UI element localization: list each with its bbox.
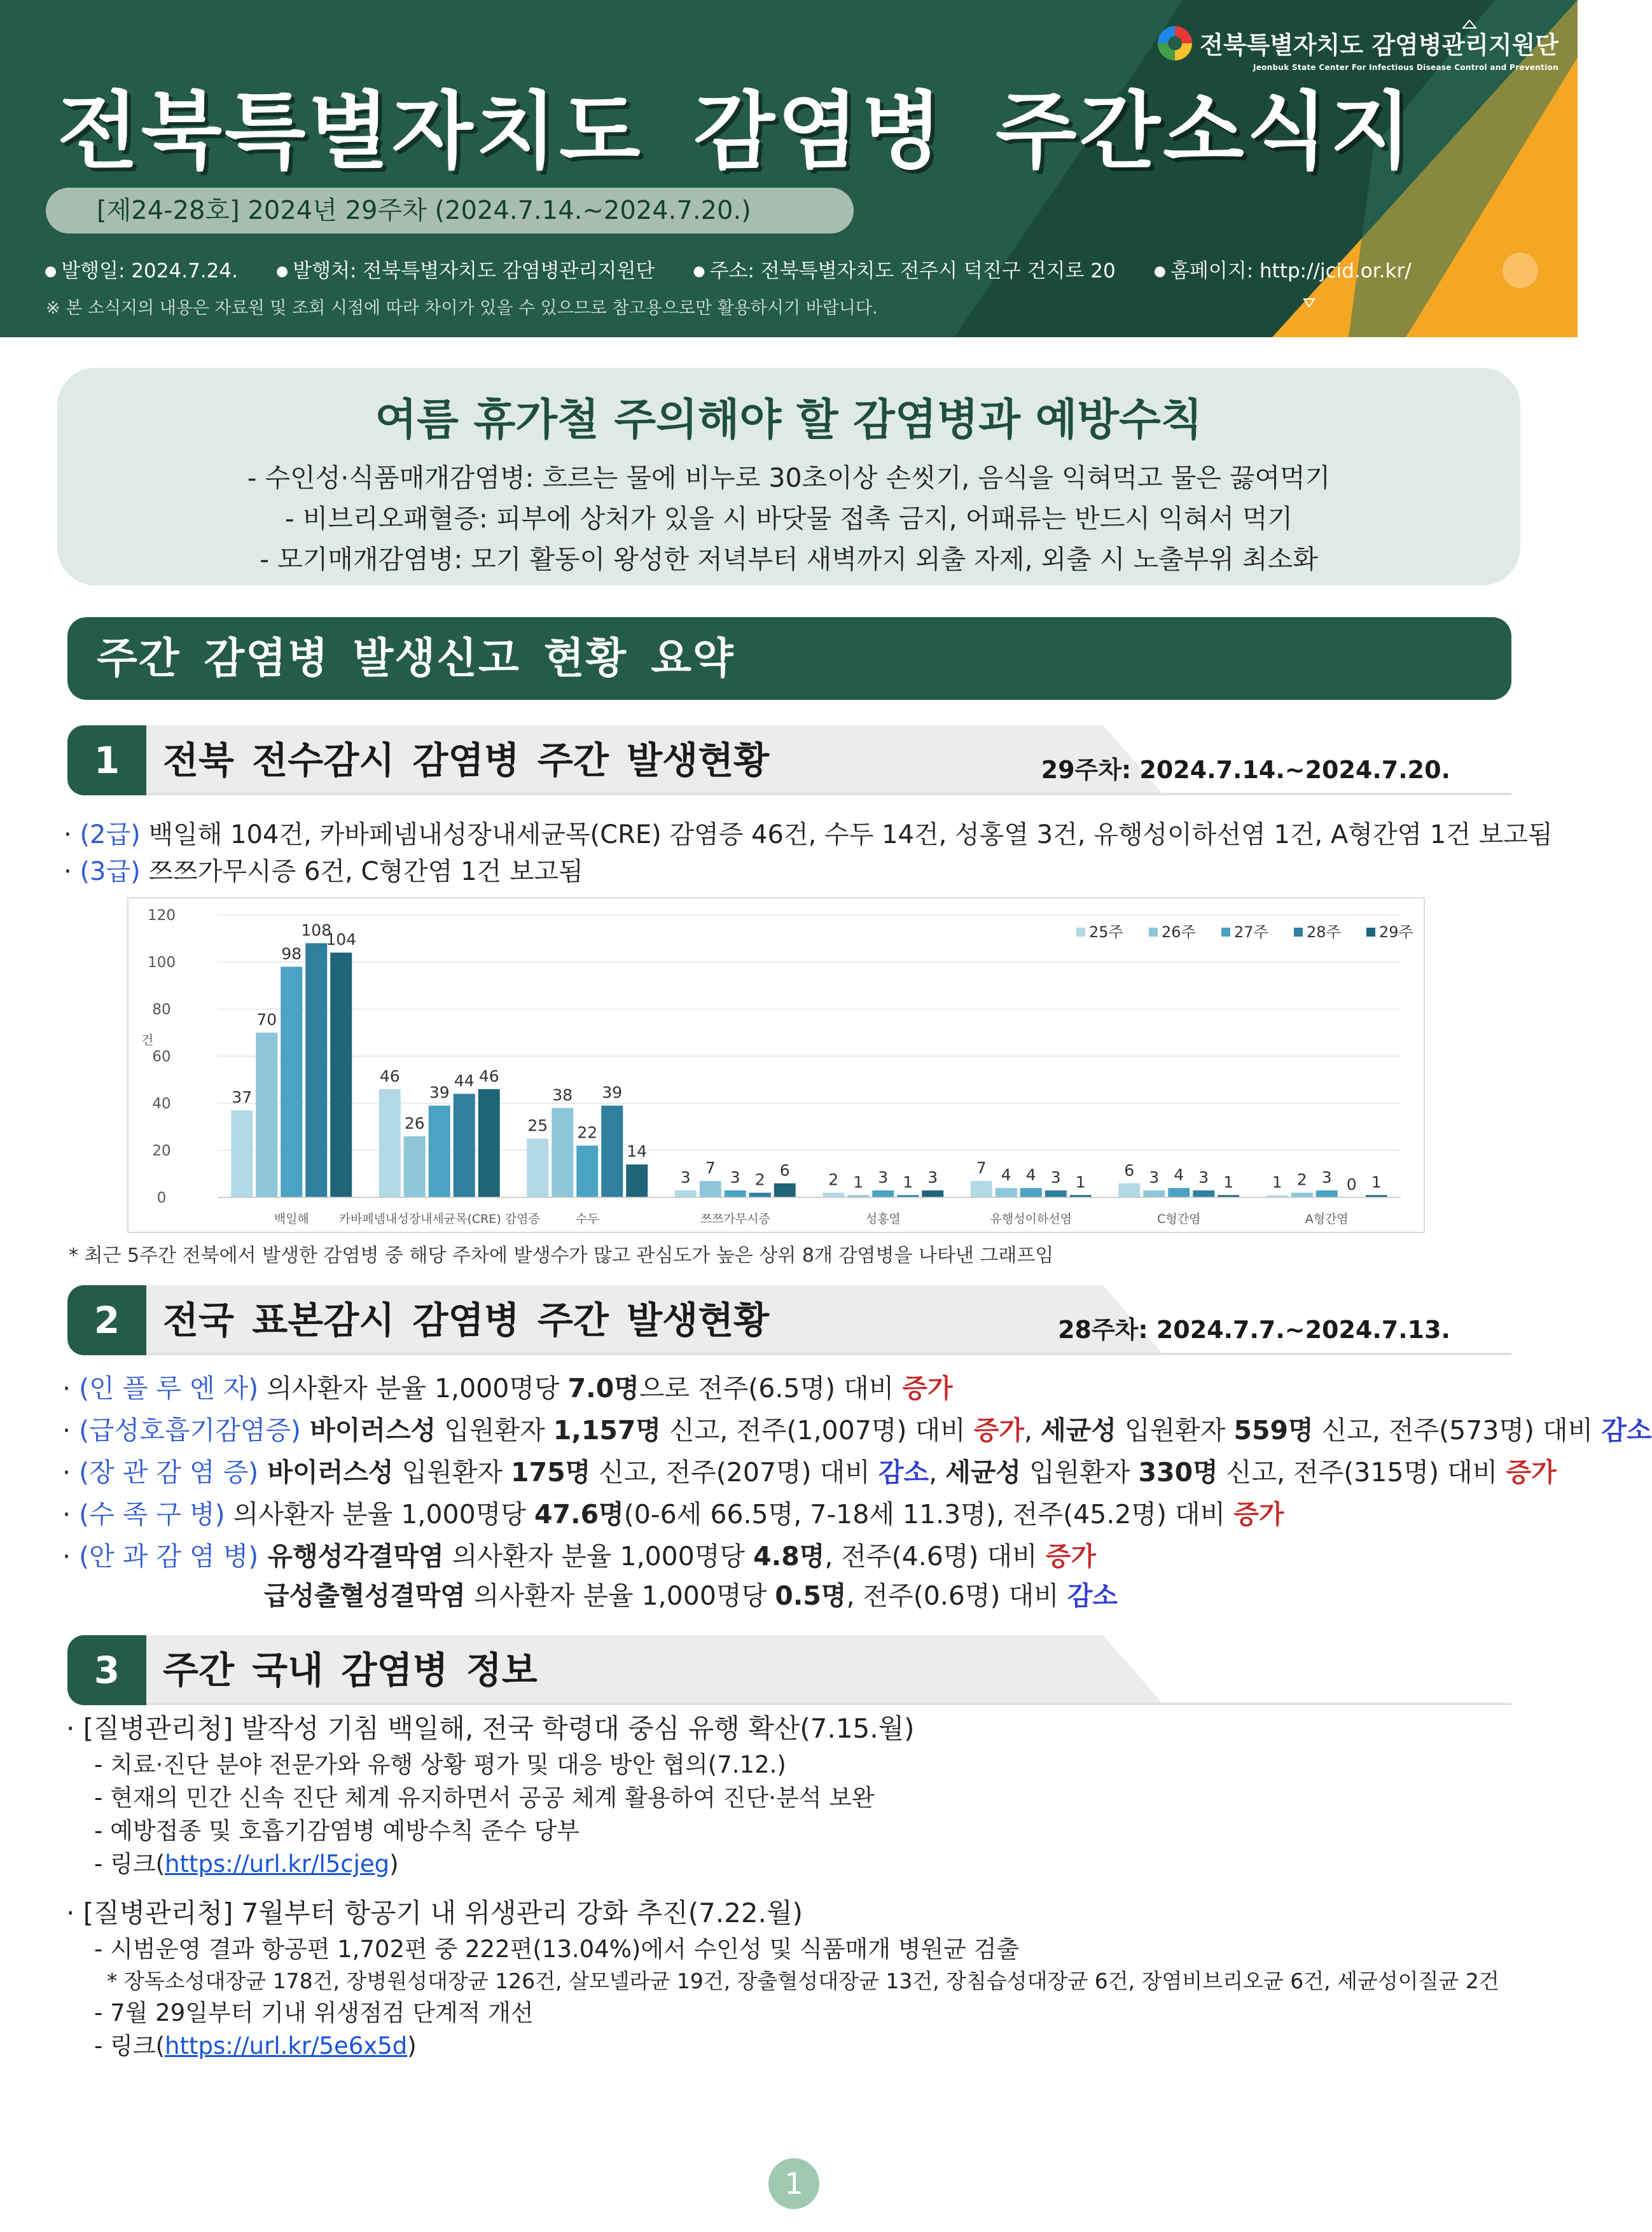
chart-bar (626, 1164, 648, 1197)
homepage-link[interactable]: ● 홈페이지: http://jcid.or.kr/ (1154, 255, 1412, 283)
data-label: 6 (779, 1161, 790, 1180)
link-prefix: - 링크( (94, 2032, 165, 2060)
data-label: 0 (1346, 1175, 1357, 1194)
chart-bar (1193, 1190, 1214, 1197)
data-label: 4 (1174, 1166, 1184, 1185)
grade-label: (3급) (80, 857, 141, 886)
chart-bar (749, 1193, 771, 1197)
row-value: 0.5명 (775, 1580, 847, 1611)
data-label: 104 (326, 930, 357, 949)
chart-bar (1168, 1188, 1190, 1197)
notice-title: 여름 휴가철 주의해야 할 감염병과 예방수칙 (375, 395, 1203, 445)
chart-bar (478, 1089, 500, 1197)
section-period: 29주차: 2024.7.14.~2024.7.20. (1041, 756, 1450, 784)
legend-label: 29주 (1379, 923, 1413, 941)
category-label: 카바페넴내성장내세균목(CRE) 감염증 (338, 1212, 540, 1226)
data-label: 2 (1296, 1170, 1307, 1189)
section-2-header (67, 1285, 1511, 1355)
y-tick-label: 100 (148, 954, 176, 971)
weekly-cases-chart (127, 897, 1425, 1233)
trend-decrease: 감소 (1067, 1580, 1118, 1611)
chart-bar (601, 1106, 623, 1197)
news-link-line (66, 1848, 915, 1881)
chart-bar (576, 1146, 598, 1197)
data-label: 3 (1149, 1168, 1160, 1187)
row-value: 47.6명 (534, 1499, 624, 1530)
trend-increase: 증가 (1045, 1541, 1096, 1572)
disclaimer: ※ 본 소식지의 내용은 자료원 및 조회 시점에 따라 차이가 있을 수 있으므로 참고용으로만 활용하시기 바랍니다. (46, 298, 878, 318)
row-label: (인 플 루 엔 자) (79, 1373, 259, 1404)
chart-bar (256, 1033, 277, 1197)
hfmd-row: · (수 족 구 병) 의사환자 분율 1,000명당 47.6명(0-6세 66.5명, 7-18세 11.3명), 전주(45.2명) 대비 증가 (62, 1499, 1284, 1530)
org-name-english: Jeonbuk State Center For Infectious Disease Control and Prevention (1253, 63, 1558, 72)
data-label: 22 (577, 1123, 598, 1142)
y-tick-label: 120 (148, 907, 176, 924)
data-label: 1 (853, 1173, 864, 1192)
news-point: - 시범운영 결과 항공편 1,702편 중 222편(13.04%)에서 수인성 및 식품매개 병원균 검출 (94, 1936, 1020, 1963)
row-value: 559명 (1233, 1415, 1314, 1446)
chart-bar (872, 1190, 894, 1197)
legend-swatch (1221, 928, 1230, 937)
org-name: 전북특별자치도 감염병관리지원단 (1200, 31, 1558, 59)
data-label: 25 (527, 1116, 548, 1135)
row-text: 의사환자 분율 1,000명당 (443, 1541, 754, 1572)
data-label: 26 (404, 1113, 425, 1133)
link-prefix: - 링크( (94, 1850, 165, 1878)
legend-label: 25주 (1089, 923, 1123, 941)
y-tick-label: 40 (152, 1096, 171, 1112)
data-label: 1 (903, 1173, 913, 1192)
data-label: 1 (1075, 1173, 1086, 1192)
legend-swatch (1366, 928, 1375, 937)
chart-bar (404, 1136, 426, 1197)
data-label: 3 (1198, 1168, 1209, 1187)
row-text: , (929, 1457, 946, 1488)
category-label: 쯔쯔가무시증 (700, 1212, 770, 1226)
legend-label: 27주 (1234, 923, 1268, 941)
chart-bar (1045, 1190, 1067, 1197)
section-title: 주간 국내 감염병 정보 (163, 1649, 538, 1692)
legend-swatch (1076, 928, 1085, 937)
news-point: - 치료·진단 분야 전문가와 유행 상황 평가 및 대응 방안 협의(7.12.) (94, 1751, 786, 1778)
issue-info: [제24-28호] 2024년 29주차 (2024.7.14.~2024.7.20.) (46, 188, 854, 234)
y-tick-label: 80 (152, 1001, 171, 1018)
trend-increase: 증가 (973, 1415, 1025, 1446)
notice-list (57, 457, 1520, 580)
row-text: 신고, 전주(207명) 대비 (590, 1457, 878, 1488)
data-label: 1 (1371, 1173, 1382, 1192)
data-label: 3 (927, 1168, 938, 1187)
chart-bar (429, 1106, 450, 1197)
data-label: 46 (379, 1066, 400, 1085)
section-number: 1 (67, 725, 146, 795)
news-point: - 7월 29일부터 기내 위생점검 단계적 개선 (94, 1999, 534, 2026)
category-label: 성홍열 (865, 1212, 901, 1226)
grade3-text: 쯔쯔가무시증 6건, C형간염 1건 보고됨 (140, 857, 583, 886)
news-headline: · [질병관리청] 발작성 기침 백일해, 전국 학령대 중심 유행 확산(7.15.월) (66, 1713, 915, 1744)
chart-bar (1020, 1188, 1042, 1197)
publisher: ● 발행처: 전북특별자치도 감염병관리지원단 (276, 255, 655, 283)
notice-box (57, 368, 1520, 585)
data-label: 7 (705, 1159, 716, 1178)
news-link[interactable]: https://url.kr/l5cjeg (165, 1850, 390, 1878)
eye-infection-row-2 (264, 1577, 1118, 1615)
row-category: 유행성각결막염 (258, 1541, 444, 1572)
eye-infection-row: · (안 과 감 염 병) 유행성각결막염 의사환자 분율 1,000명당 4.8명, 전주(4.6명) 대비 증가 (62, 1541, 1096, 1572)
chart-bar (996, 1188, 1017, 1197)
bullet-marker: · (64, 857, 80, 886)
news-item-1 (66, 1709, 915, 1881)
row-text: 의사환자 분율 1,000명당 (258, 1373, 568, 1404)
org-logo-icon (1158, 26, 1192, 60)
link-suffix: ) (389, 1850, 399, 1878)
chart-bar (725, 1190, 746, 1197)
row-text: , 전주(4.6명) 대비 (824, 1541, 1046, 1572)
data-label: 38 (552, 1085, 573, 1105)
legend-label: 28주 (1307, 923, 1341, 941)
news-point: - 현재의 민간 신속 진단 체계 유지하면서 공공 체계 활용하여 진단·분석 보완 (94, 1784, 875, 1811)
category-label: 유행성이하선염 (990, 1212, 1072, 1226)
row-value: 1,157명 (553, 1415, 662, 1446)
news-detail: * 장독소성대장균 178건, 장병원성대장균 126건, 살모넬라균 19건, 장출혈성대장균 13건, 장침습성대장균 6건, 장염비브리오균 6건, 세균성이질균 2건 (107, 1969, 1499, 1993)
data-label: 14 (627, 1142, 648, 1161)
data-label: 39 (602, 1083, 623, 1102)
news-link-line (66, 2030, 1499, 2063)
row-text: 입원환자 (1116, 1415, 1234, 1446)
respiratory-row: · (급성호흡기감염증) 바이러스성 입원환자 1,157명 신고, 전주(1,007명) 대비 증가, 세균성 입원환자 559명 신고, 전주(573명) 대비 감소 (62, 1415, 1652, 1446)
chart-bar (1291, 1193, 1313, 1197)
link-suffix: ) (407, 2032, 417, 2060)
data-label: 37 (232, 1088, 253, 1107)
newsletter-title: 전북특별자치도 감염병 주간소식지 (57, 83, 1414, 181)
news-headline: · [질병관리청] 7월부터 항공기 내 위생관리 강화 추진(7.22.월) (66, 1897, 803, 1929)
chart-footnote: * 최근 5주간 전북에서 발생한 감염병 중 해당 주차에 발생수가 많고 관심도가 높은 상위 8개 감염병을 나타낸 그래프임 (69, 1245, 1054, 1267)
chart-bar (330, 952, 352, 1197)
row-category: 세균성 (1041, 1415, 1116, 1446)
grade2-summary (64, 816, 1553, 853)
row-text: 의사환자 분율 1,000명당 (465, 1580, 775, 1611)
summary-banner: 주간 감염병 발생신고 현황 요약 (67, 617, 1511, 700)
page-number: 1 (768, 2158, 819, 2209)
publish-date: ● 발행일: 2024.7.24. (45, 255, 238, 283)
chart-bar (922, 1190, 943, 1197)
data-label: 3 (1321, 1168, 1332, 1187)
row-value: 4.8명 (753, 1541, 825, 1572)
chart-bar (675, 1190, 697, 1197)
y-tick-label: 60 (152, 1049, 171, 1065)
chart-bar (1143, 1190, 1165, 1197)
chart-bar (305, 943, 327, 1197)
chart-bar (823, 1193, 844, 1197)
row-text: , (1024, 1415, 1041, 1446)
news-point: - 예방접종 및 호흡기감염병 예방수칙 준수 당부 (94, 1817, 580, 1845)
row-category: 급성출혈성결막염 (264, 1580, 466, 1611)
row-text: 의사환자 분율 1,000명당 (225, 1499, 534, 1530)
row-text: 신고, 전주(315명) 대비 (1218, 1457, 1506, 1488)
row-category: 바이러스성 (258, 1457, 394, 1488)
chart-bar (1118, 1183, 1140, 1197)
chart-bar (700, 1181, 721, 1197)
legend-label: 26주 (1162, 923, 1196, 941)
notice-item: - 수인성·식품매개감염병: 흐르는 물에 비누로 30초이상 손씻기, 음식을 익혀먹고 물은 끓여먹기 (247, 463, 1331, 493)
category-label: 백일해 (274, 1212, 309, 1226)
data-label: 44 (454, 1071, 475, 1091)
row-text: 신고, 전주(1,007명) 대비 (661, 1415, 974, 1446)
row-label: (수 족 구 병) (79, 1499, 225, 1530)
news-link[interactable]: https://url.kr/5e6x5d (165, 2032, 408, 2060)
data-label: 3 (680, 1168, 691, 1187)
row-label: (안 과 감 염 병) (79, 1541, 259, 1572)
section-title: 전북 전수감시 감염병 주간 발생현황 (163, 739, 770, 782)
row-value: 330명 (1138, 1457, 1218, 1488)
data-label: 4 (1025, 1166, 1036, 1185)
y-tick-label: 20 (152, 1143, 171, 1159)
category-label: A형간염 (1305, 1212, 1349, 1226)
row-value: 175명 (511, 1457, 591, 1488)
legend-swatch (1149, 928, 1158, 937)
chart-bar (1316, 1190, 1338, 1197)
data-label: 46 (478, 1066, 499, 1085)
chart-bar (774, 1183, 796, 1197)
publication-info (45, 255, 1508, 283)
trend-decrease: 감소 (1601, 1415, 1652, 1446)
data-label: 1 (1223, 1173, 1234, 1192)
row-category: 바이러스성 (300, 1415, 436, 1446)
section-title: 전국 표본감시 감염병 주간 발생현황 (163, 1299, 770, 1342)
notice-item: - 비브리오패혈증: 피부에 상처가 있을 시 바닷물 접촉 금지, 어패류는 반드시 익혀서 먹기 (284, 503, 1293, 534)
data-label: 70 (256, 1010, 277, 1029)
category-label: C형간염 (1157, 1212, 1201, 1226)
trend-increase: 증가 (1233, 1499, 1284, 1530)
address: ● 주소: 전북특별자치도 전주시 덕진구 건지로 20 (693, 255, 1115, 283)
grade2-text: 백일해 104건, 카바페넴내성장내세균목(CRE) 감염증 46건, 수두 14건, 성홍열 3건, 유행성이하선염 1건, A형간염 1건 보고됨 (140, 820, 1553, 849)
row-label: (장 관 감 염 증) (79, 1457, 259, 1488)
grade-label: (2급) (80, 820, 141, 849)
section-number: 3 (67, 1635, 146, 1705)
section-1-header (67, 725, 1511, 795)
chart-bar (231, 1110, 253, 1197)
grade3-summary (64, 853, 583, 890)
row-text: 신고, 전주(573명) 대비 (1313, 1415, 1602, 1446)
row-text: 입원환자 (436, 1415, 553, 1446)
row-text: (0-6세 66.5명, 7-18세 11.3명), 전주(45.2명) 대비 (623, 1499, 1234, 1530)
bar-chart (128, 898, 1424, 1232)
chart-bar (454, 1094, 475, 1197)
data-label: 3 (730, 1168, 740, 1187)
section-3-header (67, 1635, 1511, 1705)
notice-item: - 모기매개감염병: 모기 활동이 왕성한 저녁부터 새벽까지 외출 자제, 외출 시 노출부위 최소화 (260, 544, 1318, 575)
legend-swatch (1294, 928, 1303, 937)
data-label: 6 (1124, 1161, 1135, 1180)
data-label: 2 (754, 1170, 765, 1189)
row-text: 입원환자 (1021, 1457, 1139, 1488)
trend-decrease: 감소 (878, 1457, 929, 1488)
data-label: 98 (281, 944, 302, 963)
news-item-2 (66, 1894, 1499, 2063)
data-label: 1 (1272, 1173, 1282, 1192)
influenza-row: · (인 플 루 엔 자) 의사환자 분율 1,000명당 7.0명으로 전주(6.5명) 대비 증가 (62, 1373, 953, 1404)
trend-increase: 증가 (902, 1373, 953, 1404)
header (0, 0, 1578, 337)
row-text: 입원환자 (393, 1457, 511, 1488)
chart-bar (281, 966, 302, 1197)
data-label: 3 (1050, 1168, 1061, 1187)
trend-increase: 증가 (1506, 1457, 1557, 1488)
chart-bar (379, 1089, 401, 1197)
row-label: (급성호흡기감염증) (79, 1415, 301, 1446)
chart-bar (552, 1108, 573, 1197)
data-label: 4 (1001, 1166, 1011, 1185)
section-number: 2 (67, 1285, 146, 1355)
row-category: 세균성 (945, 1457, 1022, 1488)
category-label: 수두 (575, 1212, 599, 1226)
bullet-marker: · (64, 820, 80, 849)
chart-bar (971, 1181, 992, 1197)
section-period: 28주차: 2024.7.7.~2024.7.13. (1058, 1316, 1450, 1344)
y-tick-label: 0 (156, 1190, 167, 1206)
row-text: , 전주(0.6명) 대비 (846, 1580, 1067, 1611)
data-label: 2 (828, 1170, 839, 1189)
data-label: 108 (301, 921, 332, 940)
chart-bar (527, 1139, 548, 1198)
y-axis-label: 건 (141, 1032, 154, 1048)
enteric-row: · (장 관 감 염 증) 바이러스성 입원환자 175명 신고, 전주(207명) 대비 감소, 세균성 입원환자 330명 신고, 전주(315명) 대비 증가 (62, 1457, 1557, 1488)
data-label: 7 (976, 1159, 987, 1178)
row-text: 으로 전주(6.5명) 대비 (639, 1373, 903, 1404)
row-value: 7.0명 (567, 1373, 639, 1404)
data-label: 39 (429, 1083, 450, 1102)
data-label: 3 (878, 1168, 889, 1187)
